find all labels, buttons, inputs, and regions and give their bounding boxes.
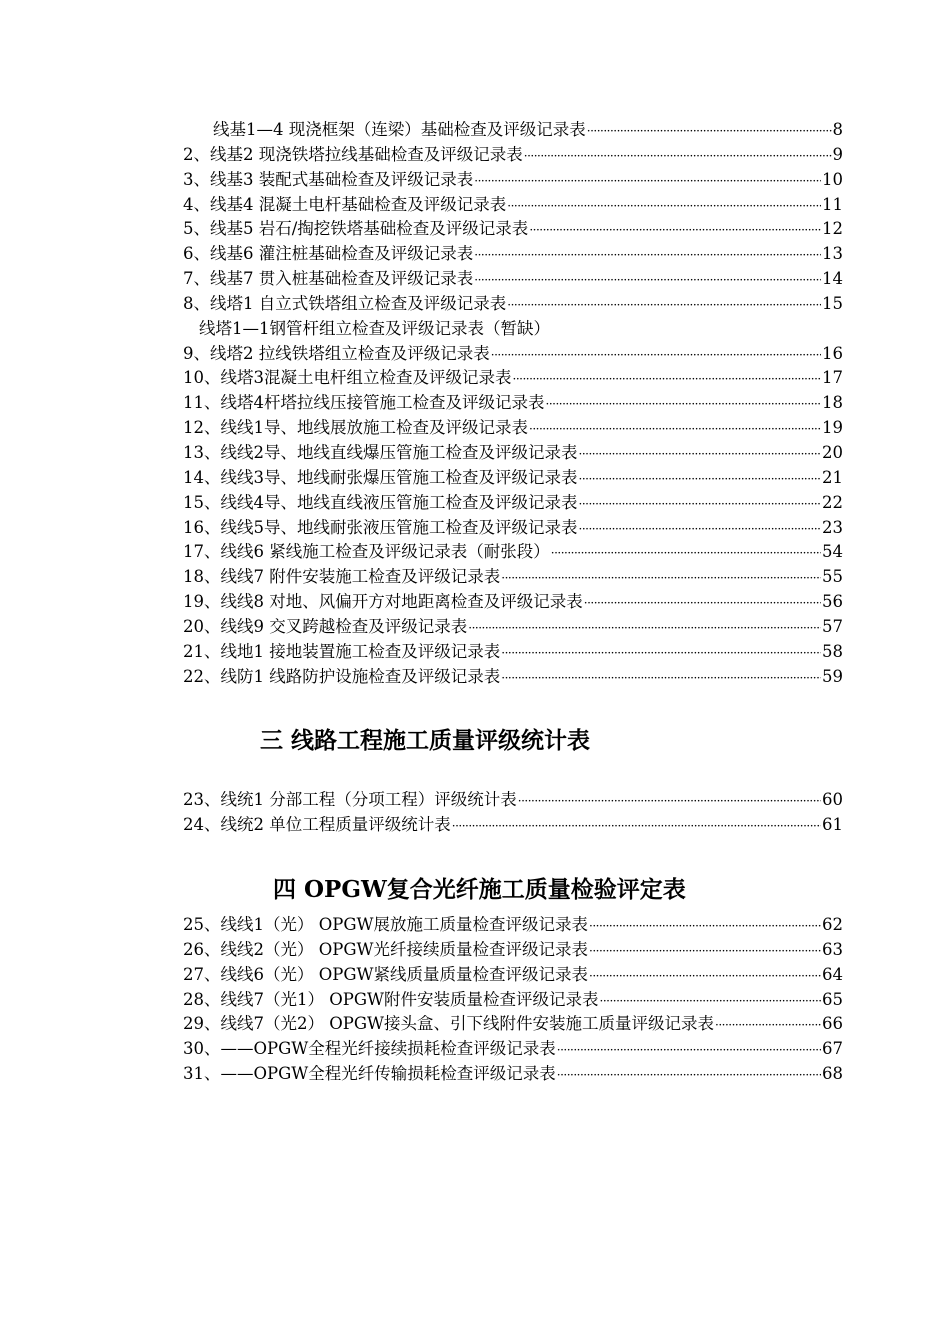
toc-dot-leader [501, 640, 821, 665]
toc-dot-leader [491, 342, 821, 367]
toc-entry-title: 22、线防1 线路防护设施检查及评级记录表 [183, 666, 501, 686]
section-heading-three: 三 线路工程施工质量评级统计表 [260, 727, 591, 754]
toc-entry-page-number: 55 [822, 567, 843, 587]
toc-entry-title: 29、线线7（光2） OPGW接头盒、引下线附件安装施工质量评级记录表 [183, 1014, 715, 1034]
toc-dot-leader [474, 242, 821, 267]
toc-entry-title: 5、线基5 岩石/掏挖铁塔基础检查及评级记录表 [183, 219, 529, 239]
toc-entry-page-number: 12 [822, 219, 843, 239]
toc-entry-page-number: 13 [822, 244, 843, 264]
toc-dot-leader [529, 416, 821, 441]
toc-dot-leader [546, 391, 822, 416]
toc-entry-title: 7、线基7 贯入桩基础检查及评级记录表 [183, 269, 474, 289]
toc-entry-page-number: 10 [822, 169, 843, 189]
toc-entry-title: 30、——OPGW全程光纤接续损耗检查评级记录表 [183, 1039, 556, 1059]
toc-dot-leader [557, 1062, 821, 1087]
toc-entry-title: 14、线线3导、地线耐张爆压管施工检查及评级记录表 [183, 467, 578, 487]
toc-entry-title: 10、线塔3混凝土电杆组立检查及评级记录表 [183, 368, 512, 388]
toc-entry-page-number: 19 [822, 418, 843, 438]
toc-entry-page-number: 23 [822, 517, 843, 537]
toc-dot-leader [524, 143, 832, 168]
toc-entry-title: 11、线塔4杆塔拉线压接管施工检查及评级记录表 [183, 393, 545, 413]
toc-entry-page-number: 60 [822, 790, 843, 809]
toc-dot-leader [587, 118, 832, 143]
toc-dot-leader [507, 292, 821, 317]
toc-entry-title: 2、线基2 现浇铁塔拉线基础检查及评级记录表 [183, 144, 523, 164]
toc-dot-leader [474, 168, 821, 193]
toc-entry-page-number: 57 [822, 616, 843, 636]
toc-entry-page-number: 18 [822, 393, 843, 413]
toc-entry-title: 20、线线9 交叉跨越检查及评级记录表 [183, 616, 468, 636]
toc-list-opgw [183, 913, 843, 1087]
toc-entry-page-number: 58 [822, 641, 843, 661]
toc-entry-title: 23、线统1 分部工程（分项工程）评级统计表 [183, 790, 517, 809]
toc-entry [183, 565, 843, 590]
toc-entry-title: 18、线线7 附件安装施工检查及评级记录表 [183, 567, 501, 587]
toc-dot-leader [501, 565, 821, 590]
toc-dot-leader [518, 788, 821, 813]
toc-entry-page-number: 66 [822, 1014, 843, 1034]
toc-entry [183, 913, 843, 938]
toc-entry [183, 491, 843, 516]
toc-entry [183, 441, 843, 466]
toc-entry [183, 466, 843, 491]
toc-entry-page-number: 59 [822, 666, 843, 686]
toc-entry [183, 988, 843, 1013]
toc-entry [183, 640, 843, 665]
toc-entry-title: 28、线线7（光1） OPGW附件安装质量检查评级记录表 [183, 989, 599, 1009]
toc-entry-title: 19、线线8 对地、风偏开方对地距离检查及评级记录表 [183, 592, 583, 612]
toc-entry-title: 8、线塔1 自立式铁塔组立检查及评级记录表 [183, 293, 507, 313]
toc-list-statistics [183, 788, 843, 838]
toc-entry-title: 3、线基3 装配式基础检查及评级记录表 [183, 169, 474, 189]
toc-entry [183, 242, 843, 267]
toc-dot-leader [507, 193, 821, 218]
toc-entry-page-number: 8 [832, 120, 843, 139]
toc-entry-title: 17、线线6 紧线施工检查及评级记录表（耐张段） [183, 542, 550, 562]
toc-dot-leader [513, 366, 822, 391]
toc-entry-page-number: 67 [822, 1039, 843, 1059]
toc-entry-title: 27、线线6（光） OPGW紧线质量质量检查评级记录表 [183, 964, 589, 984]
toc-dot-leader [468, 615, 821, 640]
toc-entry-title: 26、线线2（光） OPGW光纤接续质量检查评级记录表 [183, 939, 589, 959]
toc-dot-leader [474, 267, 821, 292]
toc-entry [183, 963, 843, 988]
toc-entry [183, 1037, 843, 1062]
toc-entry-page-number: 22 [822, 492, 843, 512]
toc-entry [183, 342, 843, 367]
toc-entry-page-number: 64 [822, 964, 843, 984]
toc-entry-title: 13、线线2导、地线直线爆压管施工检查及评级记录表 [183, 442, 578, 462]
toc-entry [183, 118, 843, 143]
toc-entry-title: 16、线线5导、地线耐张液压管施工检查及评级记录表 [183, 517, 578, 537]
toc-entry-title: 线基1—4 现浇框架（连梁）基础检查及评级记录表 [213, 120, 586, 139]
toc-entry [183, 143, 843, 168]
toc-entry [183, 938, 843, 963]
toc-entry-title: 15、线线4导、地线直线液压管施工检查及评级记录表 [183, 492, 578, 512]
toc-entry [183, 590, 843, 615]
toc-entry [183, 813, 843, 838]
toc-entry [183, 317, 843, 342]
toc-entry-page-number: 56 [822, 592, 843, 612]
toc-entry-title: 4、线基4 混凝土电杆基础检查及评级记录表 [183, 194, 507, 214]
toc-entry-page-number: 65 [822, 989, 843, 1009]
toc-dot-leader [589, 913, 821, 938]
toc-entry-page-number: 62 [822, 915, 843, 934]
toc-dot-leader [589, 938, 821, 963]
toc-entry [183, 416, 843, 441]
toc-dot-leader [579, 516, 822, 541]
toc-entry-title: 31、——OPGW全程光纤传输损耗检查评级记录表 [183, 1064, 556, 1084]
toc-dot-leader [715, 1012, 821, 1037]
toc-entry [183, 516, 843, 541]
toc-dot-leader [579, 466, 822, 491]
toc-entry [183, 615, 843, 640]
toc-entry-page-number: 11 [822, 194, 843, 214]
toc-entry-page-number: 61 [822, 814, 843, 834]
toc-entry-page-number: 15 [822, 293, 843, 313]
toc-entry [183, 540, 843, 565]
toc-entry-title: 12、线线1导、地线展放施工检查及评级记录表 [183, 418, 528, 438]
toc-dot-leader [452, 813, 821, 838]
toc-dot-leader [589, 963, 821, 988]
toc-dot-leader [551, 540, 821, 565]
toc-dot-leader [501, 665, 821, 690]
toc-dot-leader [579, 491, 822, 516]
toc-dot-leader [600, 988, 821, 1013]
toc-entry-page-number: 17 [822, 368, 843, 388]
toc-entry-page-number: 9 [832, 144, 843, 164]
toc-entry [183, 788, 843, 813]
toc-entry [183, 1012, 843, 1037]
toc-entry-page-number: 68 [822, 1064, 843, 1084]
toc-list-main [183, 118, 843, 689]
toc-entry-title: 24、线统2 单位工程质量评级统计表 [183, 814, 451, 834]
toc-entry [183, 193, 843, 218]
toc-dot-leader [579, 441, 822, 466]
toc-entry-page-number: 54 [822, 542, 843, 562]
toc-dot-leader [529, 217, 821, 242]
toc-entry [183, 1062, 843, 1087]
toc-entry-page-number: 14 [822, 269, 843, 289]
toc-entry-page-number: 21 [822, 467, 843, 487]
toc-entry [183, 217, 843, 242]
toc-entry [183, 168, 843, 193]
toc-entry [183, 267, 843, 292]
toc-entry-title: 6、线基6 灌注桩基础检查及评级记录表 [183, 244, 474, 264]
toc-entry [183, 366, 843, 391]
toc-dot-leader [584, 590, 821, 615]
toc-entry-title: 25、线线1（光） OPGW展放施工质量检查评级记录表 [183, 915, 589, 934]
toc-entry-page-number: 20 [822, 442, 843, 462]
toc-entry [183, 292, 843, 317]
toc-entry-page-number: 16 [822, 343, 843, 363]
toc-entry-title: 线塔1—1钢管杆组立检查及评级记录表（暂缺） [199, 318, 550, 338]
toc-entry-page-number: 63 [822, 939, 843, 959]
toc-entry-title: 9、线塔2 拉线铁塔组立检查及评级记录表 [183, 343, 490, 363]
section-heading-four: 四 OPGW复合光纤施工质量检验评定表 [273, 876, 686, 903]
toc-entry-title: 21、线地1 接地装置施工检查及评级记录表 [183, 641, 501, 661]
toc-dot-leader [557, 1037, 821, 1062]
toc-entry [183, 391, 843, 416]
toc-entry [183, 665, 843, 690]
